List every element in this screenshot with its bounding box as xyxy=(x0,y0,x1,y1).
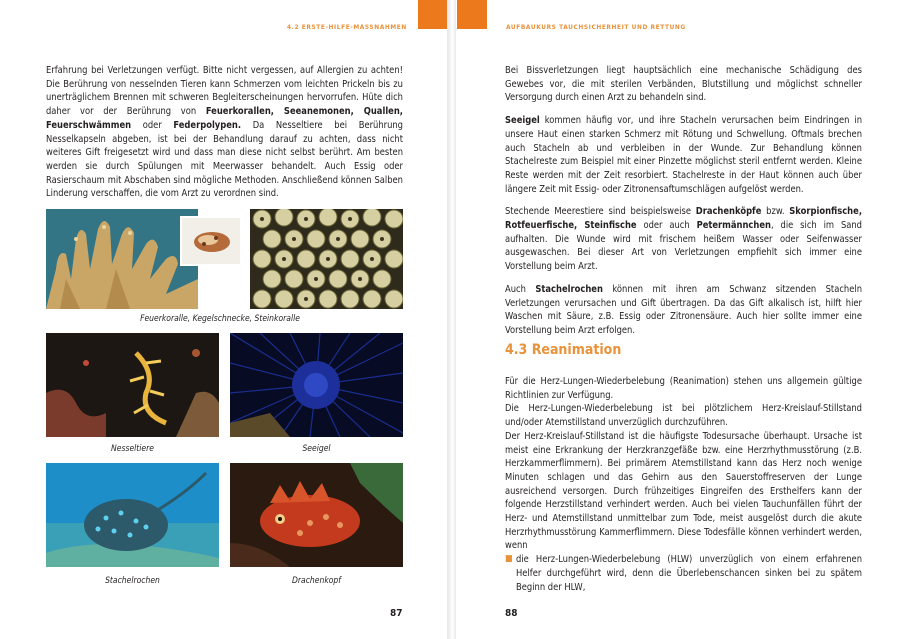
bullet-icon: ■ xyxy=(505,554,513,565)
caption-top: Feuerkoralle, Kegelschnecke, Steinkoralle xyxy=(140,314,300,324)
photo-stachelrochen xyxy=(46,463,219,567)
left-paragraph: Erfahrung bei Verletzungen verfügt. Bitte nicht vergessen, auf Allergien zu achten! Die Berührung von nesselnden Tieren kann Schmerzen vom leichten Prickeln bis zu unerträglichem Brennen mit schweren Begleiterscheinungen hervorrufen. Hüte dich daher vor der Berührung von Feuerkorallen, Seeanemonen, Quallen, Feuerschwämmen oder Federpolypen. Da Nesseltiere bei Berührung Nesselkapseln abgeben, ist bei der Behandlung darauf zu achten, dass nicht weiteres Gift freigesetzt wird und dass man diese nicht selbst berührt. Am besten werden sie durch Spülungen mit Meerwasser behandelt. Auch Essig oder Rasierschaum mit Abschaben sind mögliche Methoden. Anschließend können Salben Linderung verschaffen, die vom Arzt zu verordnen sind. xyxy=(46,65,403,200)
left-body-text xyxy=(46,64,403,201)
photo-feuerkoralle xyxy=(46,209,198,309)
caption-stachelrochen: Stachelrochen xyxy=(105,576,160,586)
caption-nesseltiere: Nesseltiere xyxy=(111,444,154,454)
bullet-text: die Herz-Lungen-Wiederbelebung (HLW) unverzüglich von einem erfahrenen Helfer durchgeführt wird, denn die Überlebenschancen sinken bei zu spätem Beginn der HLW, xyxy=(516,554,862,593)
caption-drachenkopf: Drachenkopf xyxy=(292,576,341,586)
paragraph-stachelrochen: Auch Stachelrochen können mit ihren am Schwanz sitzenden Stacheln Verletzungen verursachen und Gift übertragen. Da das Gift alkalisch ist, hilft hier Waschen mit Säure, z.B. Essig oder Zitronensäure. Auch hier sollte immer eine Vorstellung beim Arzt erfolgen. xyxy=(505,283,862,336)
section-tab-left xyxy=(418,0,448,29)
right-body-text xyxy=(505,64,862,338)
photo-kegelschnecke xyxy=(180,216,242,266)
running-head-left: 4.2 ERSTE-HILFE-MASSNAHMEN xyxy=(287,23,407,31)
running-head-right: AUFBAUKURS TAUCHSICHERHEIT UND RETTUNG xyxy=(506,23,686,31)
paragraph-stechende-meerestiere: Stechende Meerestiere sind beispielsweise Drachenköpfe bzw. Skorpionfische, Rotfeuerfische, Steinfische oder auch Petermännchen, die sich im Sand aufhalten. Die Wunde wird mit frischem heißem Wasser oder Seifenwasser ausgewaschen. Bei dieser Art von Verletzungen empfiehlt sich immer eine Vorstellung beim Arzt. xyxy=(505,206,862,273)
reanimation-text xyxy=(505,375,862,594)
book-gutter xyxy=(447,0,456,639)
section-tab-right xyxy=(457,0,487,29)
photo-steinkoralle xyxy=(250,209,403,309)
bullet-item xyxy=(505,553,862,594)
reanimation-paragraph-1: Für die Herz-Lungen-Wiederbelebung (Reanimation) stehen uns allgemein gültige Richtlinien zur Verfügung. xyxy=(505,376,862,401)
reanimation-paragraph-2: Die Herz-Lungen-Wiederbelebung ist bei plötzlichem Herz-Kreislauf-Stillstand und/oder Atemstillstand unverzüglich durchzuführen. xyxy=(505,403,862,429)
paragraph-seeigel: Seeigel kommen häufig vor, und ihre Stacheln verursachen beim Eindringen in unsere Haut einen starken Schmerz mit Rötung und Schwellung. Oftmals brechen auch Stacheln ab und verbleiben in der Wunde. Zur Behandlung können Stachelreste zum Beispiel mit einer Pinzette möglichst steril entfernt werden. Kleine Reste werden mit der Zeit resorbiert. Stachelreste in der Haut können auch über längere Zeit mit Essig- oder Zitronensaftumschlägen aufgelöst werden. xyxy=(505,115,862,195)
caption-seeigel: Seeigel xyxy=(302,444,331,454)
left-page xyxy=(0,0,447,639)
photo-nesseltiere xyxy=(46,333,219,437)
page-number-right: 88 xyxy=(505,608,518,619)
section-heading: 4.3 Reanimation xyxy=(505,342,622,358)
page-number-left: 87 xyxy=(390,608,403,619)
photo-drachenkopf xyxy=(230,463,403,567)
reanimation-paragraph-3: Der Herz-Kreislauf-Stillstand ist die häufigste Todesursache überhaupt. Ursache ist meist eine Erkrankung der Herzkranzgefäße bzw. eine Herzrhythmusstörung (z.B. Herzkammerflimmern). Bei primärem Atemstillstand kann das Herz noch wenige Minuten schlagen und das Gehirn aus den Sauerstoffreserven der Lunge ausreichend versorgen. Durch frühzeitiges Eingreifen des Ersthelfers kann der folgende Herzstillstand verhindert werden. Auch bei vielen Tauchunfällen führt der Herz- und Atemstillstand unmittelbar zum Tode, meist ausgelöst durch die akute Herzrhythmusstörung Kammerflimmern. Diese Todesfälle können verhindert werden, wenn xyxy=(505,430,862,552)
paragraph-bissverletzungen: Bei Bissverletzungen liegt hauptsächlich eine mechanische Schädigung des Gewebes vor, die mit sterilen Verbänden, Blutstillung und möglichst schneller Versorgung durch einen Arzt zu behandeln sind. xyxy=(505,65,862,104)
photo-seeigel xyxy=(230,333,403,437)
